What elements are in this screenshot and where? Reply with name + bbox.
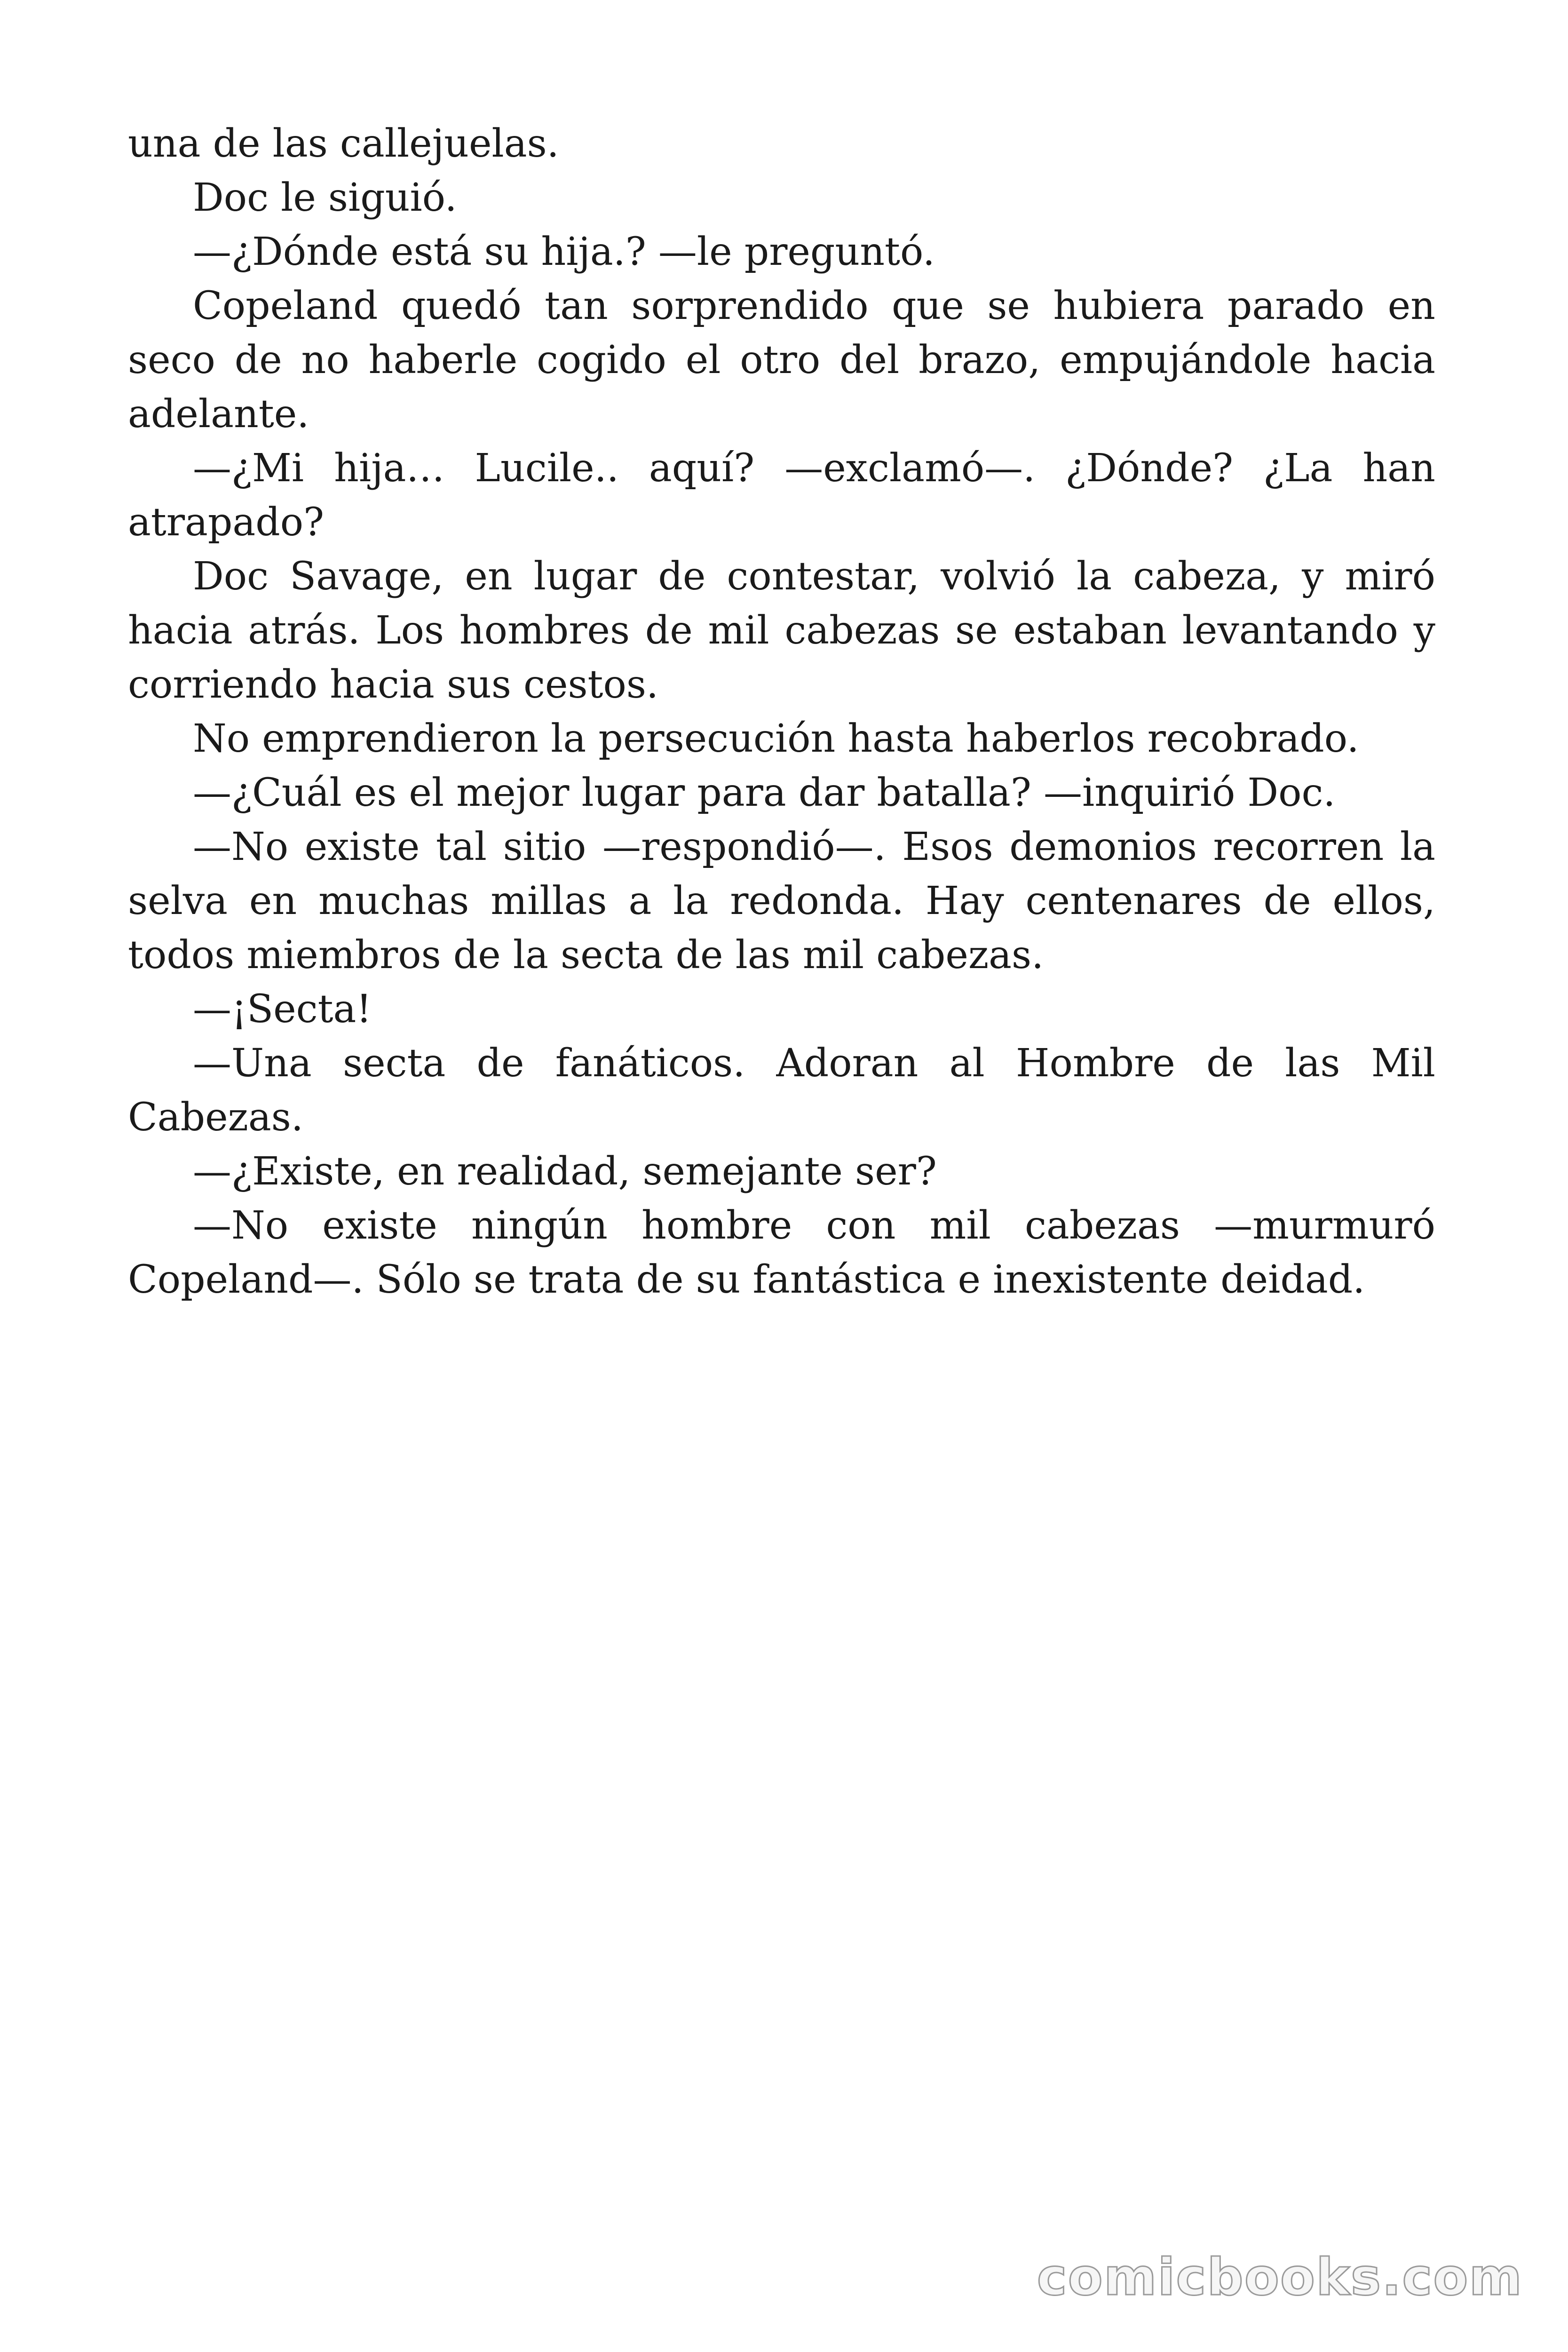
paragraph: una de las callejuelas.	[128, 121, 559, 166]
paragraph: No emprendieron la persecución hasta haberlos recobrado.	[193, 716, 1359, 761]
paragraph: Doc le siguió.	[193, 175, 457, 220]
paragraph: —No existe ningún hombre con mil cabezas —murmuró Copeland—. Sólo se trata de su fantástica e inexistente deidad.	[128, 1203, 1435, 1302]
paragraph: Doc Savage, en lugar de contestar, volvió la cabeza, y miró hacia atrás. Los hombres de mil cabezas se estaban levantando y corriendo hacia sus cestos.	[128, 554, 1435, 707]
paragraph: —¿Dónde está su hija.? —le preguntó.	[193, 230, 935, 274]
paragraph: —¡Secta!	[193, 987, 372, 1032]
paragraph: —¿Existe, en realidad, semejante ser?	[193, 1149, 937, 1194]
paragraph: —No existe tal sitio —respondió—. Esos demonios recorren la selva en muchas millas a la redonda. Hay centenares de ellos, todos miembros de la secta de las mil cabezas.	[128, 825, 1435, 977]
paragraph: —Una secta de fanáticos. Adoran al Hombre de las Mil Cabezas.	[128, 1041, 1435, 1140]
paragraph: —¿Mi hija… Lucile.. aquí? —exclamó—. ¿Dónde? ¿La han atrapado?	[128, 446, 1435, 545]
watermark: comicbooks.com	[1037, 2248, 1523, 2307]
paragraph: Copeland quedó tan sorprendido que se hubiera parado en seco de no haberle cogido el otro del brazo, empujándole hacia adelante.	[128, 284, 1435, 437]
body-text	[128, 117, 1435, 1307]
paragraph: —¿Cuál es el mejor lugar para dar batalla? —inquirió Doc.	[193, 771, 1336, 815]
